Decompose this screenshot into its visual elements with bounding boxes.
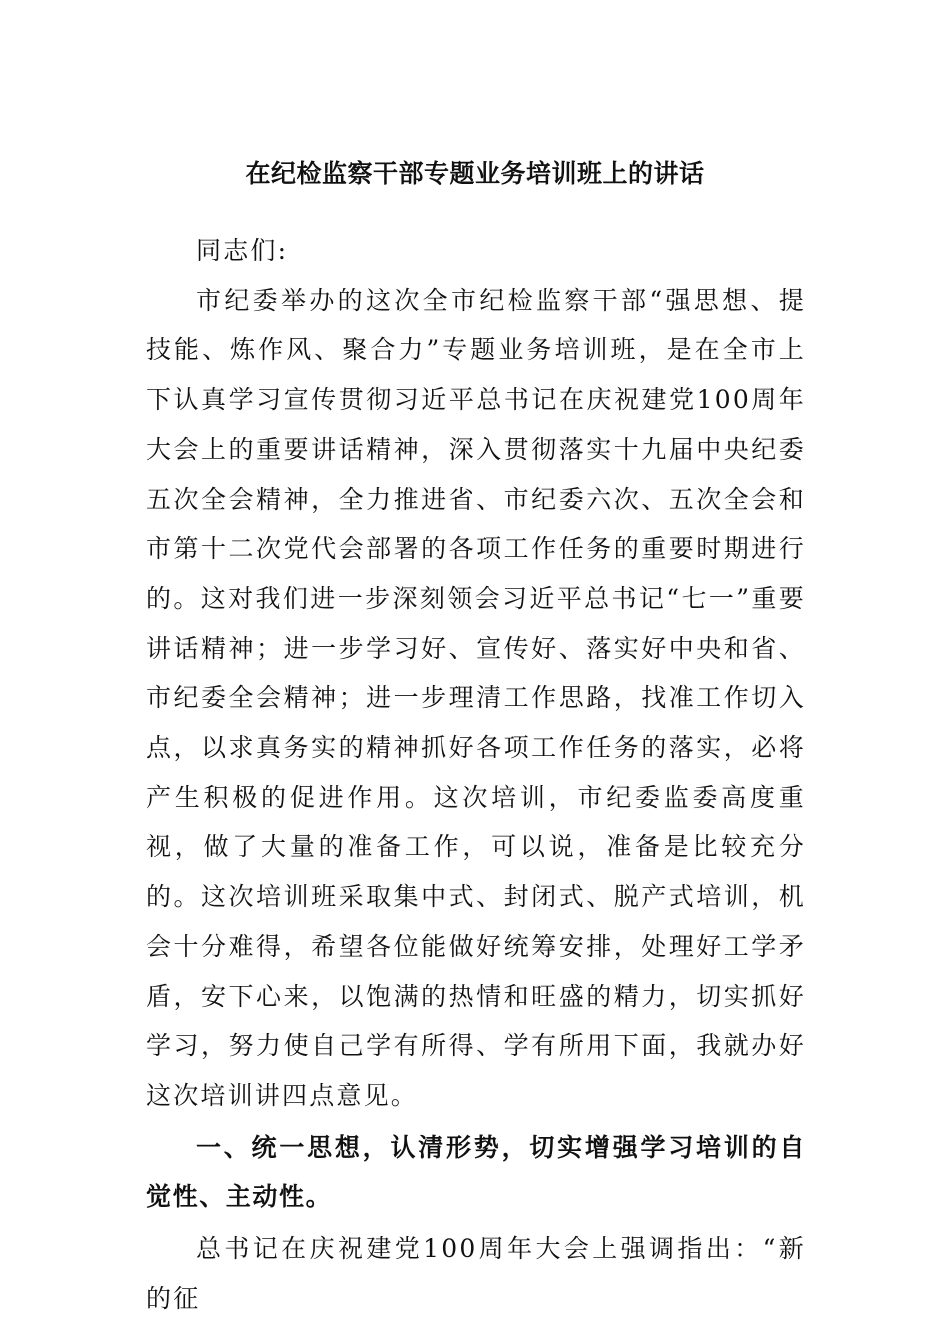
salutation: 同志们: xyxy=(196,236,289,265)
section-paragraph: 总书记在庆祝建党100周年大会上强调指出：“新的征 xyxy=(146,1234,806,1313)
document-title: 在纪检监察干部专题业务培训班上的讲话 xyxy=(245,159,705,188)
body-paragraph: 市纪委举办的这次全市纪检监察干部“强思想、提技能、炼作风、聚合力”专题业务培训班，是在全市上下认真学习宣传贯彻习近平总书记在庆祝建党100周年大会上的重要讲话精神，深入贯彻落实十九届中央纪委五次全会精神，全力推进省、市纪委六次、五次全会和市第十二次党代会部署的各项工作任务的重要时期进行的。这对我们进一步深刻领会习近平总书记“七一”重要讲话精神；进一步学习好、宣传好、落实好中央和省、市纪委全会精神；进一步理清工作思路，找准工作切入点，以求真务实的精神抓好各项工作任务的落实，必将产生积极的促进作用。这次培训，市纪委监委高度重视，做了大量的准备工作，可以说，准备是比较充分的。这次培训班采取集中式、封闭式、脱产式培训，机会十分难得，希望各位能做好统筹安排，处理好工学矛盾，安下心来，以饱满的热情和旺盛的精力，切实抓好学习，努力使自己学有所得、学有所用下面，我就办好这次培训讲四点意见。 xyxy=(146,285,806,1110)
section-heading: 一、统一思想，认清形势，切实增强学习培训的自觉性、主动性。 xyxy=(146,1132,806,1212)
document-body xyxy=(146,226,806,1323)
